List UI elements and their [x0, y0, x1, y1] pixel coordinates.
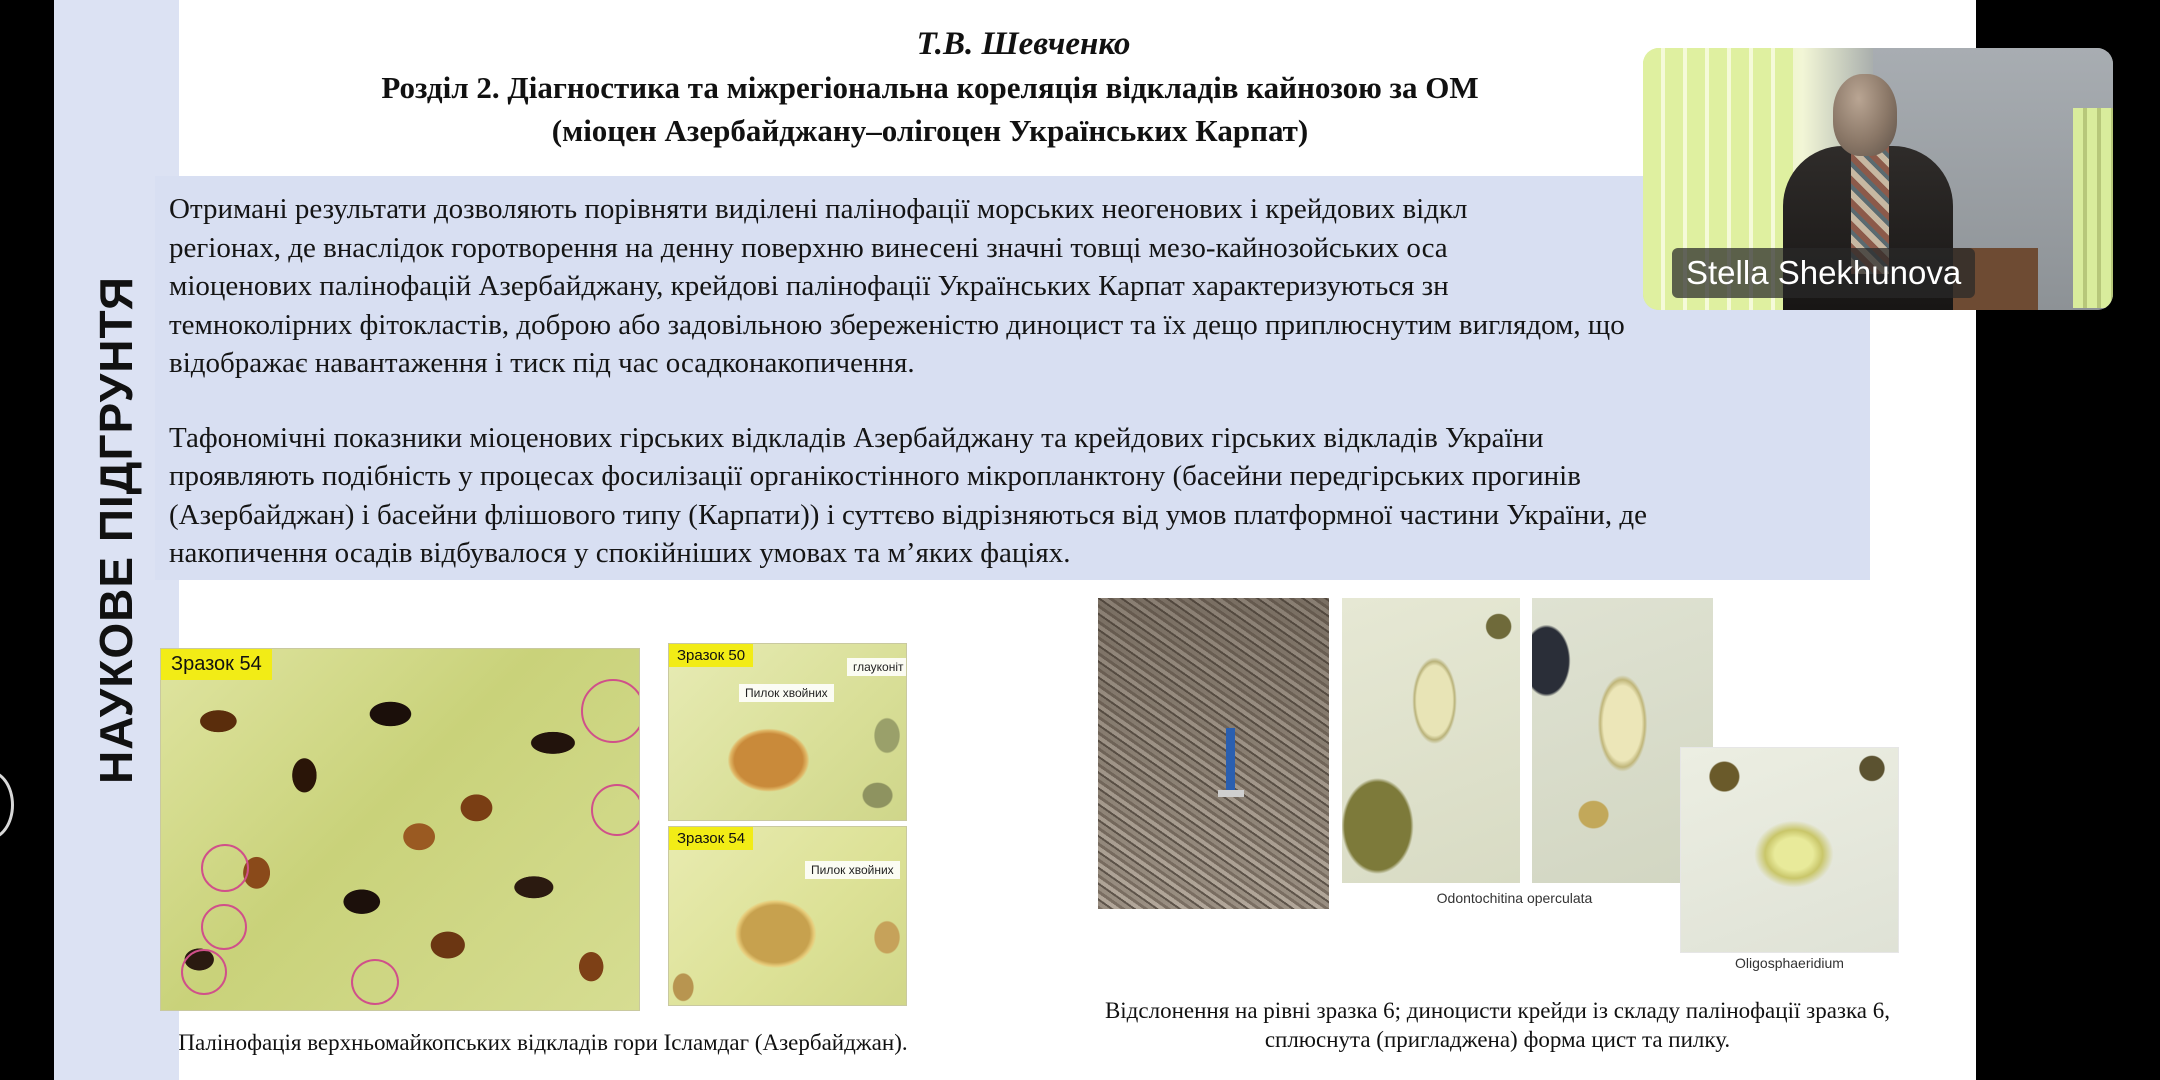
- outcrop-photo: [1098, 598, 1329, 909]
- webcam-window-right: [2073, 108, 2113, 308]
- participant-name-label: Stella Shekhunova: [1672, 248, 1975, 298]
- summary-text-box: [155, 176, 1870, 580]
- text-line: міоценових палінофацій Азербайджану, крейдові палінофації Українських Карпат характеризуються зн: [169, 270, 1449, 302]
- text-line: Тафономічні показники міоценових гірських відкладів Азербайджану та крейдових гірських відкладів України: [169, 421, 1544, 454]
- text-line: Отримані результати дозволяють порівняти виділені палінофації морських неогенових і крейдових відкл: [169, 193, 1468, 225]
- right-figure-caption-line2: сплюснута (пригладжена) форма цист та пилку.: [1264, 1027, 1731, 1052]
- text-line: темноколірних фітокластів, доброю або задовільною збереженістю диноцист та їх дещо приплюснутим виглядом, що: [169, 308, 1625, 341]
- text-line: проявляють подібність у процесах фосилізації органікостінного мікропланктону (басейни передгірських прогинів: [169, 460, 1581, 492]
- author-heading: Т.В. Шевченко: [916, 26, 1131, 62]
- hammer-icon: [1226, 728, 1235, 792]
- text-line: (Азербайджан) і басейни флішового типу (Карпати)) і суттєво відрізняються від умов платформної частини України, де: [169, 498, 1648, 531]
- ring-marker: [181, 949, 227, 995]
- glauconite-label: глауконіт: [847, 658, 907, 676]
- edge-control-icon[interactable]: [0, 770, 14, 840]
- hammer-head-icon: [1218, 790, 1244, 797]
- participant-head: [1833, 74, 1897, 156]
- text-line: відображає навантаження і тиск під час осадконакопичення.: [169, 347, 915, 379]
- ring-marker: [201, 904, 247, 950]
- ring-marker: [201, 844, 249, 892]
- text-line: накопичення осадів відбувалося у спокійніших умовах та м’яких фаціях.: [169, 537, 1071, 569]
- left-figure-caption: Палінофація верхньомайкопських відкладів гори Ісламдаг (Азербайджан).: [178, 1030, 908, 1055]
- right-figure-caption-line1: Відслонення на рівні зразка 6; диноцисти крейди із складу палінофації зразка 6,: [1104, 998, 1891, 1023]
- ring-marker: [581, 679, 640, 743]
- section-title: Розділ 2. Діагностика та міжрегіональна кореляція відкладів кайнозою за ОМ: [381, 70, 1479, 105]
- sample-tag: Зразок 54: [161, 649, 272, 680]
- dinocyst-photo-a: [1342, 598, 1520, 883]
- sidebar-title: НАУКОВЕ ПІДГРУНТЯ: [90, 276, 142, 784]
- micrograph-sample-54-detail: [668, 826, 907, 1006]
- micrograph-sample-50: [668, 643, 907, 821]
- ring-marker: [591, 784, 640, 836]
- section-subtitle: (міоцен Азербайджану–олігоцен Українських Карпат): [551, 113, 1309, 148]
- sample-tag: Зразок 54: [669, 827, 753, 850]
- text-line: регіонах, де внаслідок горотворення на денну поверхню винесені значні товщі мезо-кайнозойських оса: [169, 231, 1448, 264]
- paragraph-gap: [169, 383, 1856, 419]
- odontochitina-label: Odontochitina operculata: [1436, 890, 1593, 906]
- oligosphaeridium-label: Oligosphaeridium: [1735, 955, 1844, 971]
- sample-tag: Зразок 50: [669, 644, 753, 667]
- dinocyst-photo-oligosphaeridium: [1680, 747, 1899, 953]
- pollen-label: Пилок хвойних: [739, 684, 834, 702]
- pollen-label: Пилок хвойних: [805, 861, 900, 879]
- micrograph-sample-54: [160, 648, 640, 1011]
- webcam-tile[interactable]: [1643, 48, 2113, 310]
- ring-marker: [351, 959, 399, 1005]
